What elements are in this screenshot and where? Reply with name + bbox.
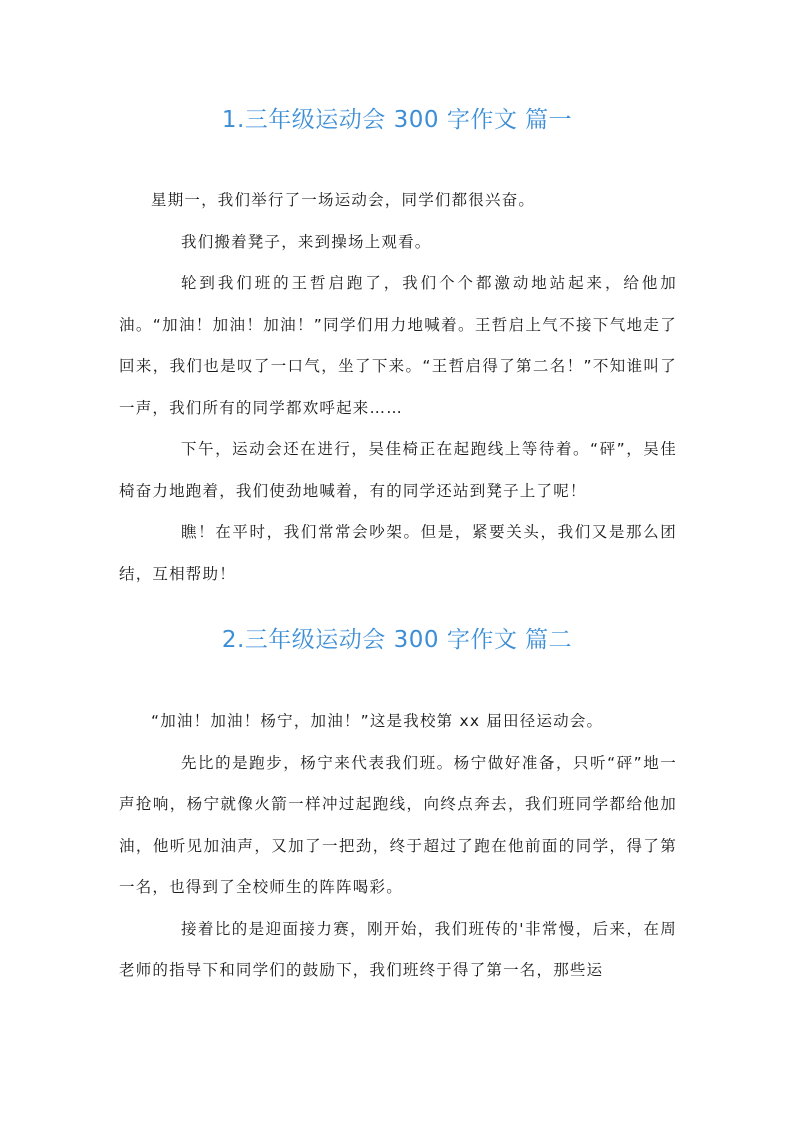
essay-1-body [119, 180, 677, 595]
essay-1-paragraph-1: 星期一，我们举行了一场运动会，同学们都很兴奋。 [151, 191, 536, 209]
essay-2-paragraph-1: “加油！加油！杨宁，加油！”这是我校第 xx 届田径运动会。 [151, 712, 604, 730]
essay-2-title: 2.三年级运动会 300 字作文 篇二 [221, 627, 573, 653]
essay-1-title: 1.三年级运动会 300 字作文 篇一 [221, 107, 573, 133]
essay-1-paragraph-5: 瞧！在平时，我们常常会吵架。但是，紧要关头，我们又是那么团结，互相帮助！ [119, 523, 677, 583]
essay-2-body [119, 701, 677, 992]
essay-1-paragraph-3: 轮到我们班的王哲启跑了，我们个个都激动地站起来，给他加油。“加油！加油！加油！”同学们用力地喊着。王哲启上气不接下气地走了回来，我们也是叹了一口气，坐了下来。“王哲启得了第二名！”不知谁叫了一声，我们所有的同学都欢呼起来…… [119, 274, 677, 417]
essay-1-paragraph-4: 下午，运动会还在进行，吴佳椅正在起跑线上等待着。“砰”，吴佳椅奋力地跑着，我们使劲地喊着，有的同学还站到凳子上了呢！ [119, 440, 677, 500]
essay-2-paragraph-2: 先比的是跑步，杨宁来代表我们班。杨宁做好准备，只听“砰”地一声抢响，杨宁就像火箭一样冲过起跑线，向终点奔去，我们班同学都给他加油，他听见加油声，又加了一把劲，终于超过了跑在他前面的同学，得了第一名，也得到了全校师生的阵阵喝彩。 [119, 753, 677, 896]
essay-2-paragraph-3: 接着比的是迎面接力赛，刚开始，我们班传的'非常慢，后来，在周老师的指导下和同学们的鼓励下，我们班终于得了第一名，那些运 [119, 919, 677, 979]
essay-1-paragraph-2: 我们搬着凳子，来到操场上观看。 [181, 232, 432, 251]
